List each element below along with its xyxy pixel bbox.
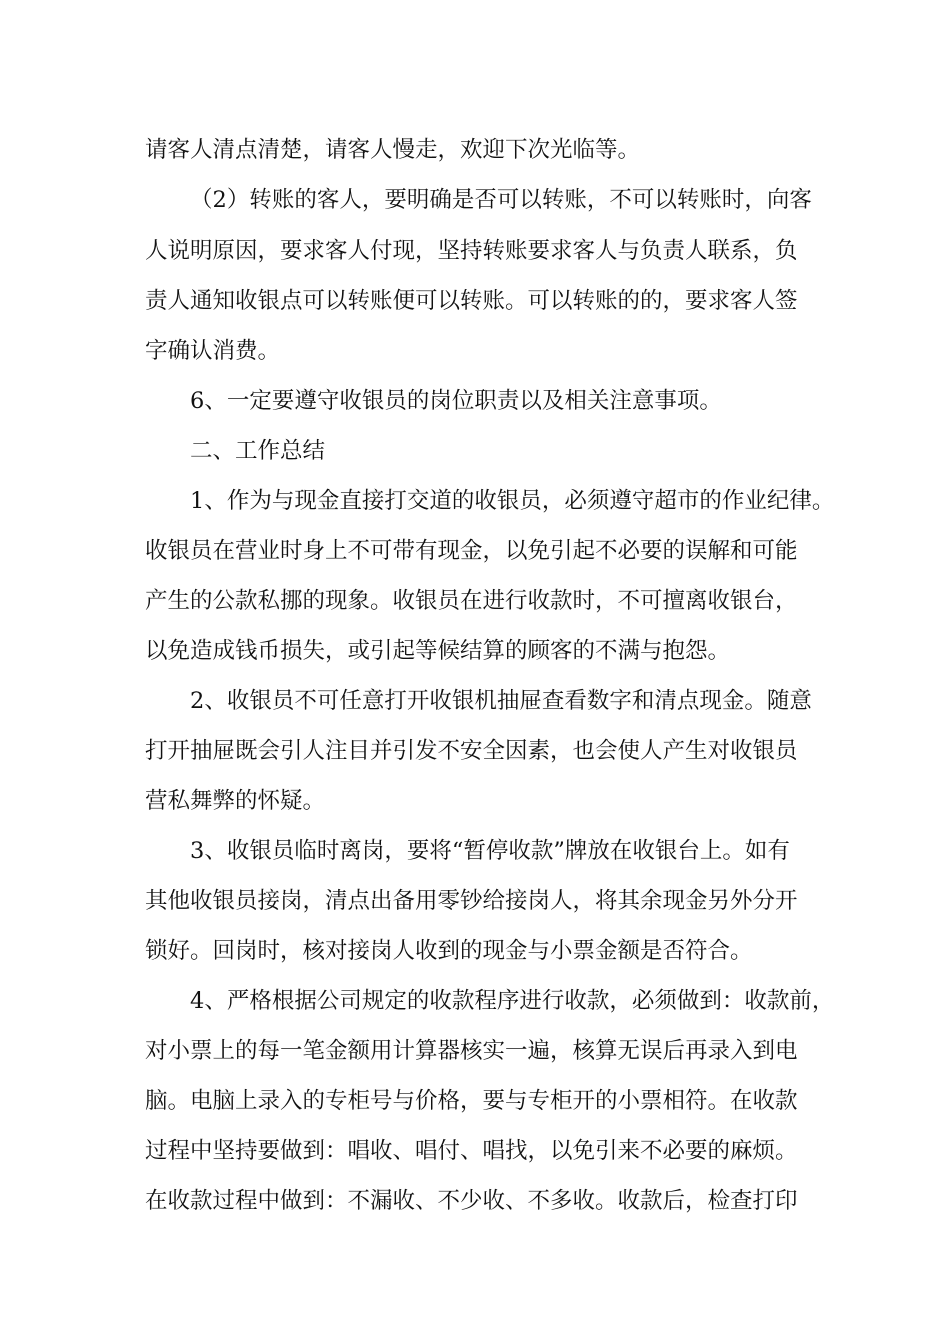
text-line: （2）转账的客人，要明确是否可以转账，不可以转账时，向客 [190, 187, 812, 213]
text-line: 对小票上的每一笔金额用计算器核实一遍，核算无误后再录入到电 [145, 1038, 798, 1064]
text-line: 在收款过程中做到：不漏收、不少收、不多收。收款后，检查打印 [145, 1188, 798, 1214]
text-line: 产生的公款私挪的现象。收银员在进行收款时，不可擅离收银台， [145, 588, 798, 614]
text-line: 人说明原因，要求客人付现，坚持转账要求客人与负责人联系，负 [145, 238, 798, 264]
text-line: 锁好。回岗时，核对接岗人收到的现金与小票金额是否符合。 [145, 938, 753, 964]
text-line: 4、严格根据公司规定的收款程序进行收款，必须做到：收款前， [190, 988, 835, 1014]
text-line: 脑。电脑上录入的专柜号与价格，要与专柜开的小票相符。在收款 [145, 1088, 798, 1114]
text-line: 过程中坚持要做到：唱收、唱付、唱找，以免引来不必要的麻烦。 [145, 1138, 798, 1164]
text-line: 营私舞弊的怀疑。 [145, 788, 326, 814]
text-line: 请客人清点清楚，请客人慢走，欢迎下次光临等。 [145, 137, 641, 163]
text-line: 2、收银员不可任意打开收银机抽屉查看数字和清点现金。随意 [190, 688, 812, 714]
text-line: 收银员在营业时身上不可带有现金，以免引起不必要的误解和可能 [145, 538, 798, 564]
text-line: 3、收银员临时离岗，要将“暂停收款”牌放在收银台上。如有 [190, 838, 790, 864]
text-line: 字确认消费。 [145, 338, 281, 364]
text-line: 1、作为与现金直接打交道的收银员，必须遵守超市的作业纪律。 [190, 488, 835, 514]
text-line: 打开抽屉既会引人注目并引发不安全因素，也会使人产生对收银员 [145, 738, 798, 764]
text-line: 责人通知收银点可以转账便可以转账。可以转账的的，要求客人签 [145, 288, 798, 314]
text-line: 以免造成钱币损失，或引起等候结算的顾客的不满与抱怨。 [145, 638, 731, 664]
text-line: 6、一定要遵守收银员的岗位职责以及相关注意事项。 [190, 388, 722, 414]
text-line: 其他收银员接岗，清点出备用零钞给接岗人，将其余现金另外分开 [145, 888, 798, 914]
section-heading: 二、工作总结 [190, 438, 326, 464]
